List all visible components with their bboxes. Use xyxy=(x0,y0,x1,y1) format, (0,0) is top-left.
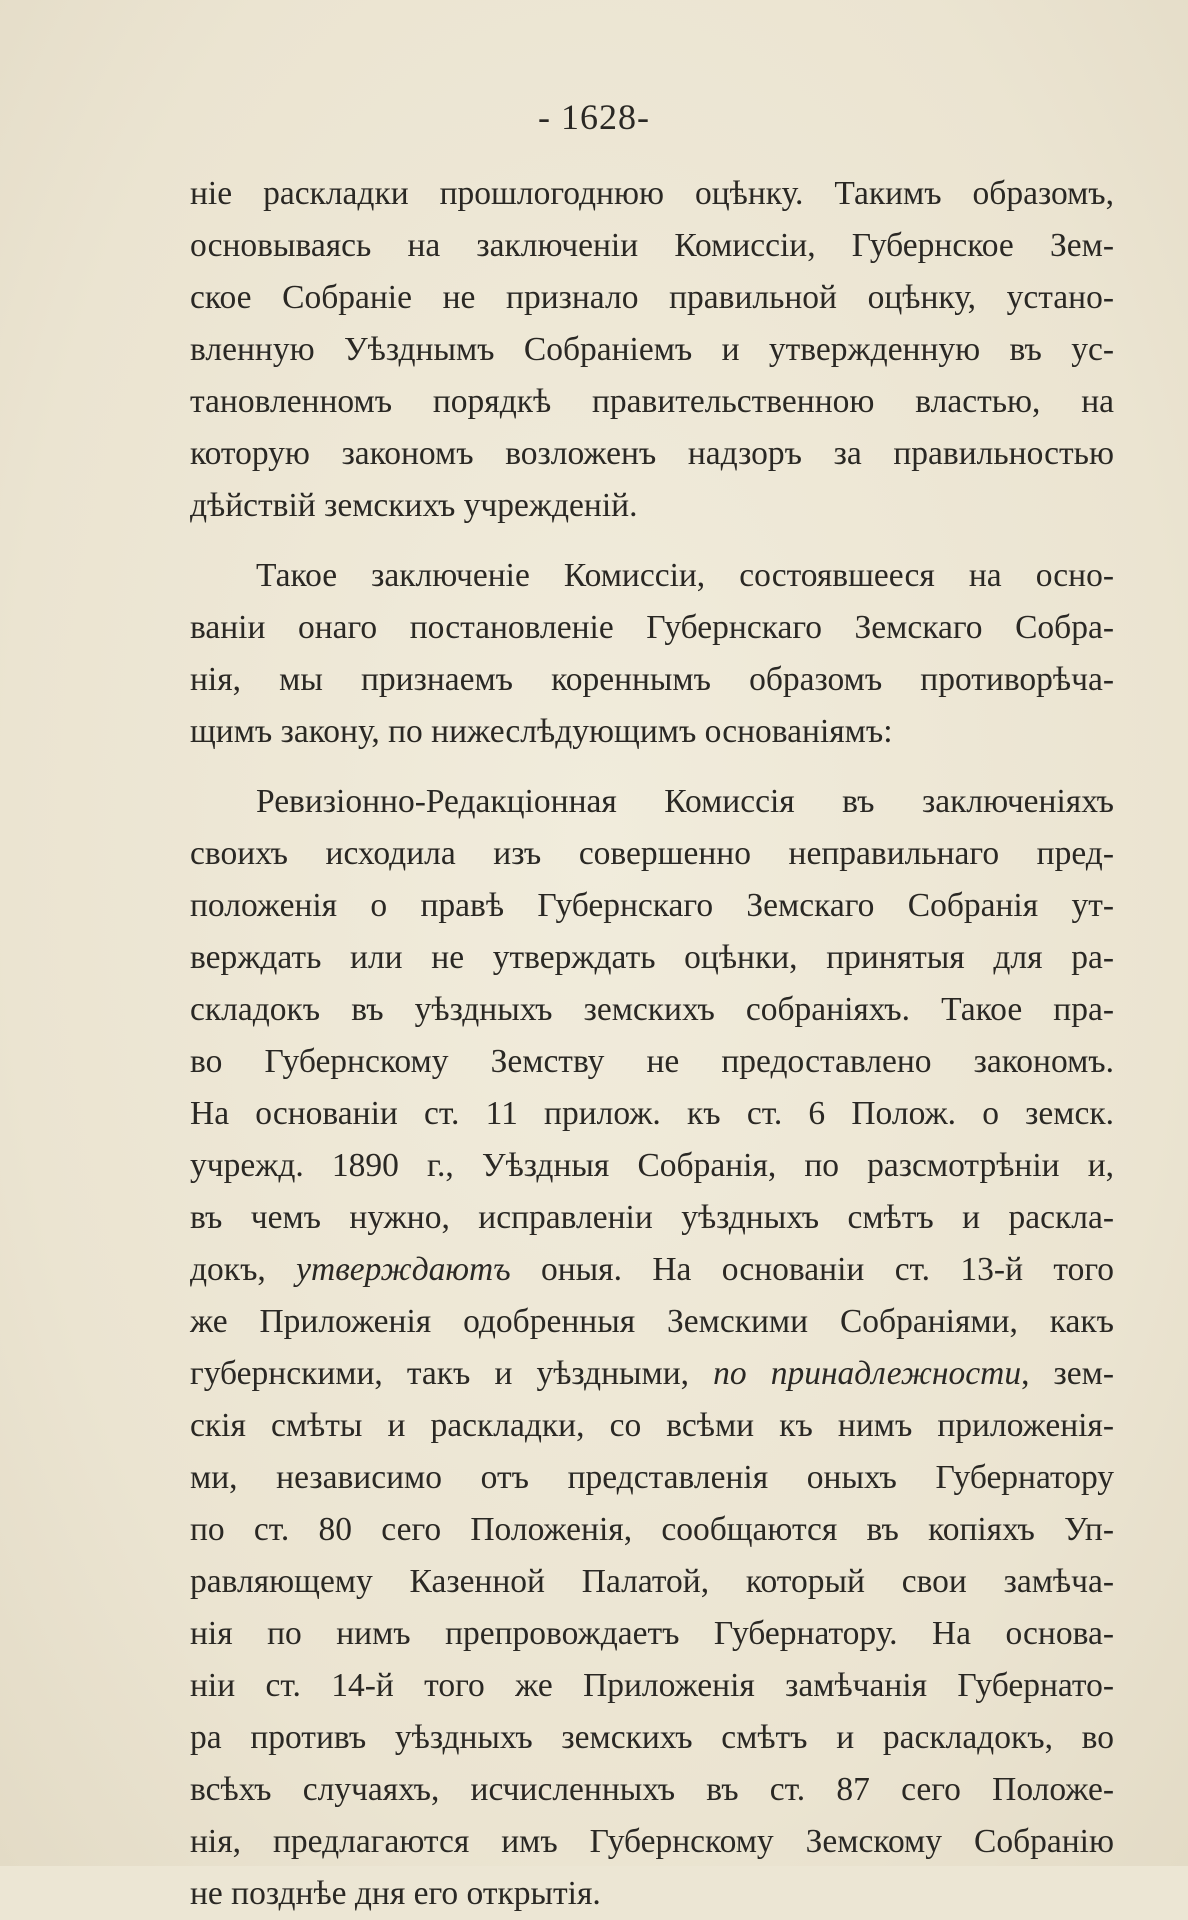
page-number: - 1628- xyxy=(538,97,650,137)
text-span: оныя. На основаніи ст. 13-й того xyxy=(510,1251,1114,1288)
text-line: нія, мы признаемъ кореннымъ образомъ противорѣча- xyxy=(190,661,1114,698)
text-line: же Приложенія одобренныя Земскими Собраніями, какъ xyxy=(190,1303,1114,1340)
text-line: нія по нимъ препровождаетъ Губернатору. На основа- xyxy=(190,1615,1114,1652)
text-line: своихъ исходила изъ совершенно неправильнаго пред- xyxy=(190,835,1114,872)
text-span: губернскими, такъ и уѣздными, xyxy=(190,1355,714,1392)
text-span: , зем- xyxy=(1021,1355,1114,1392)
text-line: ніи ст. 14-й того же Приложенія замѣчанія Губернато- xyxy=(190,1667,1114,1704)
text-line: верждать или не утверждать оцѣнки, принятыя для ра- xyxy=(190,939,1114,976)
text-line: Такое заключеніе Комиссіи, состоявшееся на осно- xyxy=(256,557,1114,594)
text-line: которую закономъ возложенъ надзоръ за правильностью xyxy=(190,435,1114,472)
text-line: равляющему Казенной Палатой, который свои замѣча- xyxy=(190,1563,1114,1600)
italic-phrase: утверждаютъ xyxy=(296,1251,511,1288)
text-line: На основаніи ст. 11 прилож. къ ст. 6 Полож. о земск. xyxy=(190,1095,1114,1132)
text-line: ніе раскладки прошлогоднюю оцѣнку. Такимъ образомъ, xyxy=(190,175,1114,212)
text-line: складокъ въ уѣздныхъ земскихъ собраніяхъ. Такое пра- xyxy=(190,991,1114,1028)
text-line: всѣхъ случаяхъ, исчисленныхъ въ ст. 87 сего Положе- xyxy=(190,1771,1114,1808)
text-line: не позднѣе дня его открытія. xyxy=(190,1875,601,1912)
text-line: въ чемъ нужно, исправленіи уѣздныхъ смѣтъ и раскла- xyxy=(190,1199,1114,1236)
text-line: ское Собраніе не признало правильной оцѣнку, устано- xyxy=(190,279,1114,316)
text-line: щимъ закону, по нижеслѣдующимъ основаніямъ: xyxy=(190,713,893,750)
text-line-with-italic xyxy=(190,1244,1114,1296)
text-line: ра противъ уѣздныхъ земскихъ смѣтъ и раскладокъ, во xyxy=(190,1719,1114,1756)
text-line: по ст. 80 сего Положенія, сообщаются въ копіяхъ Уп- xyxy=(190,1511,1114,1548)
text-line: ваніи онаго постановленіе Губернскаго Земскаго Собра- xyxy=(190,609,1114,646)
body-text xyxy=(190,168,1114,1920)
text-line: основываясь на заключеніи Комиссіи, Губернское Зем- xyxy=(190,227,1114,264)
text-line: вленную Уѣзднымъ Собраніемъ и утвержденную въ ус- xyxy=(190,331,1114,368)
italic-phrase: по принадлежности xyxy=(713,1355,1022,1392)
text-line: Ревизіонно-Редакціонная Комиссія въ заключеніяхъ xyxy=(256,783,1114,820)
text-line: скія смѣты и раскладки, со всѣми къ нимъ приложенія- xyxy=(190,1407,1114,1444)
text-line: учрежд. 1890 г., Уѣздныя Собранія, по разсмотрѣніи и, xyxy=(190,1147,1114,1184)
text-line: во Губернскому Земству не предоставлено закономъ. xyxy=(190,1043,1114,1080)
text-line: тановленномъ порядкѣ правительственною властью, на xyxy=(190,383,1114,420)
text-line: дѣйствій земскихъ учрежденій. xyxy=(190,487,638,524)
text-span: докъ, xyxy=(190,1251,297,1288)
text-line: положенія о правѣ Губернскаго Земскаго Собранія ут- xyxy=(190,887,1114,924)
text-line: ми, независимо отъ представленія оныхъ Губернатору xyxy=(190,1459,1114,1496)
text-line-with-italic xyxy=(190,1348,1114,1400)
text-line: нія, предлагаются имъ Губернскому Земскому Собранію xyxy=(190,1823,1114,1860)
